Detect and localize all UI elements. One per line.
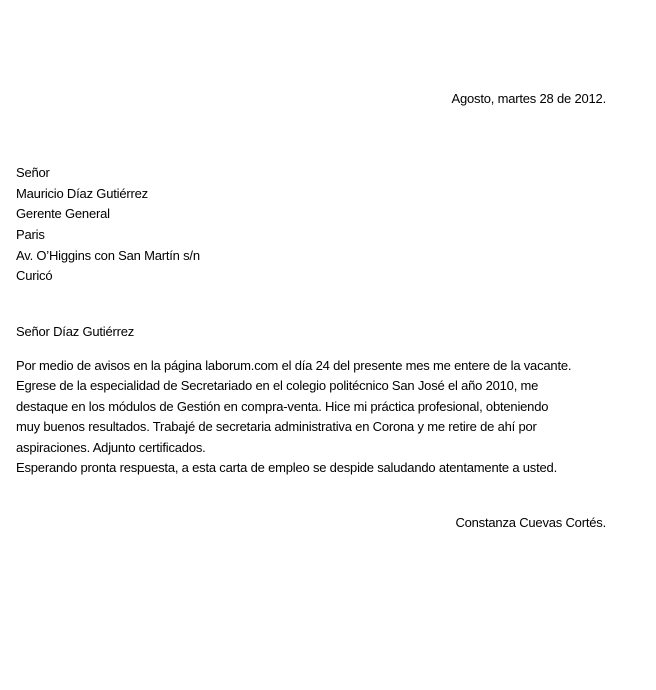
body-line: Esperando pronta respuesta, a esta carta de empleo se despide saludando atentamente a usted.	[16, 460, 557, 475]
body-line: Por medio de avisos en la página laborum.com el día 24 del presente mes me entere de la vacante.	[16, 358, 572, 373]
body-line: destaque en los módulos de Gestión en compra-venta. Hice mi práctica profesional, obteniendo	[16, 399, 549, 414]
body-line: muy buenos resultados. Trabajé de secretaria administrativa en Corona y me retire de ahí por	[16, 419, 537, 434]
signature: Constanza Cuevas Cortés.	[455, 515, 606, 530]
letter-date: Agosto, martes 28 de 2012.	[451, 91, 606, 106]
recipient-position: Gerente General	[16, 206, 110, 221]
recipient-name: Mauricio Díaz Gutiérrez	[16, 186, 148, 201]
salutation: Señor Díaz Gutiérrez	[16, 324, 135, 339]
body-line: aspiraciones. Adjunto certificados.	[16, 440, 206, 455]
recipient-address: Av. O’Higgins con San Martín s/n	[16, 248, 200, 263]
recipient-company: Paris	[16, 227, 45, 242]
body-line: Egrese de la especialidad de Secretariado en el colegio politécnico San José el año 2010, me	[16, 378, 539, 393]
recipient-city: Curicó	[16, 268, 53, 283]
recipient-title: Señor	[16, 165, 50, 180]
